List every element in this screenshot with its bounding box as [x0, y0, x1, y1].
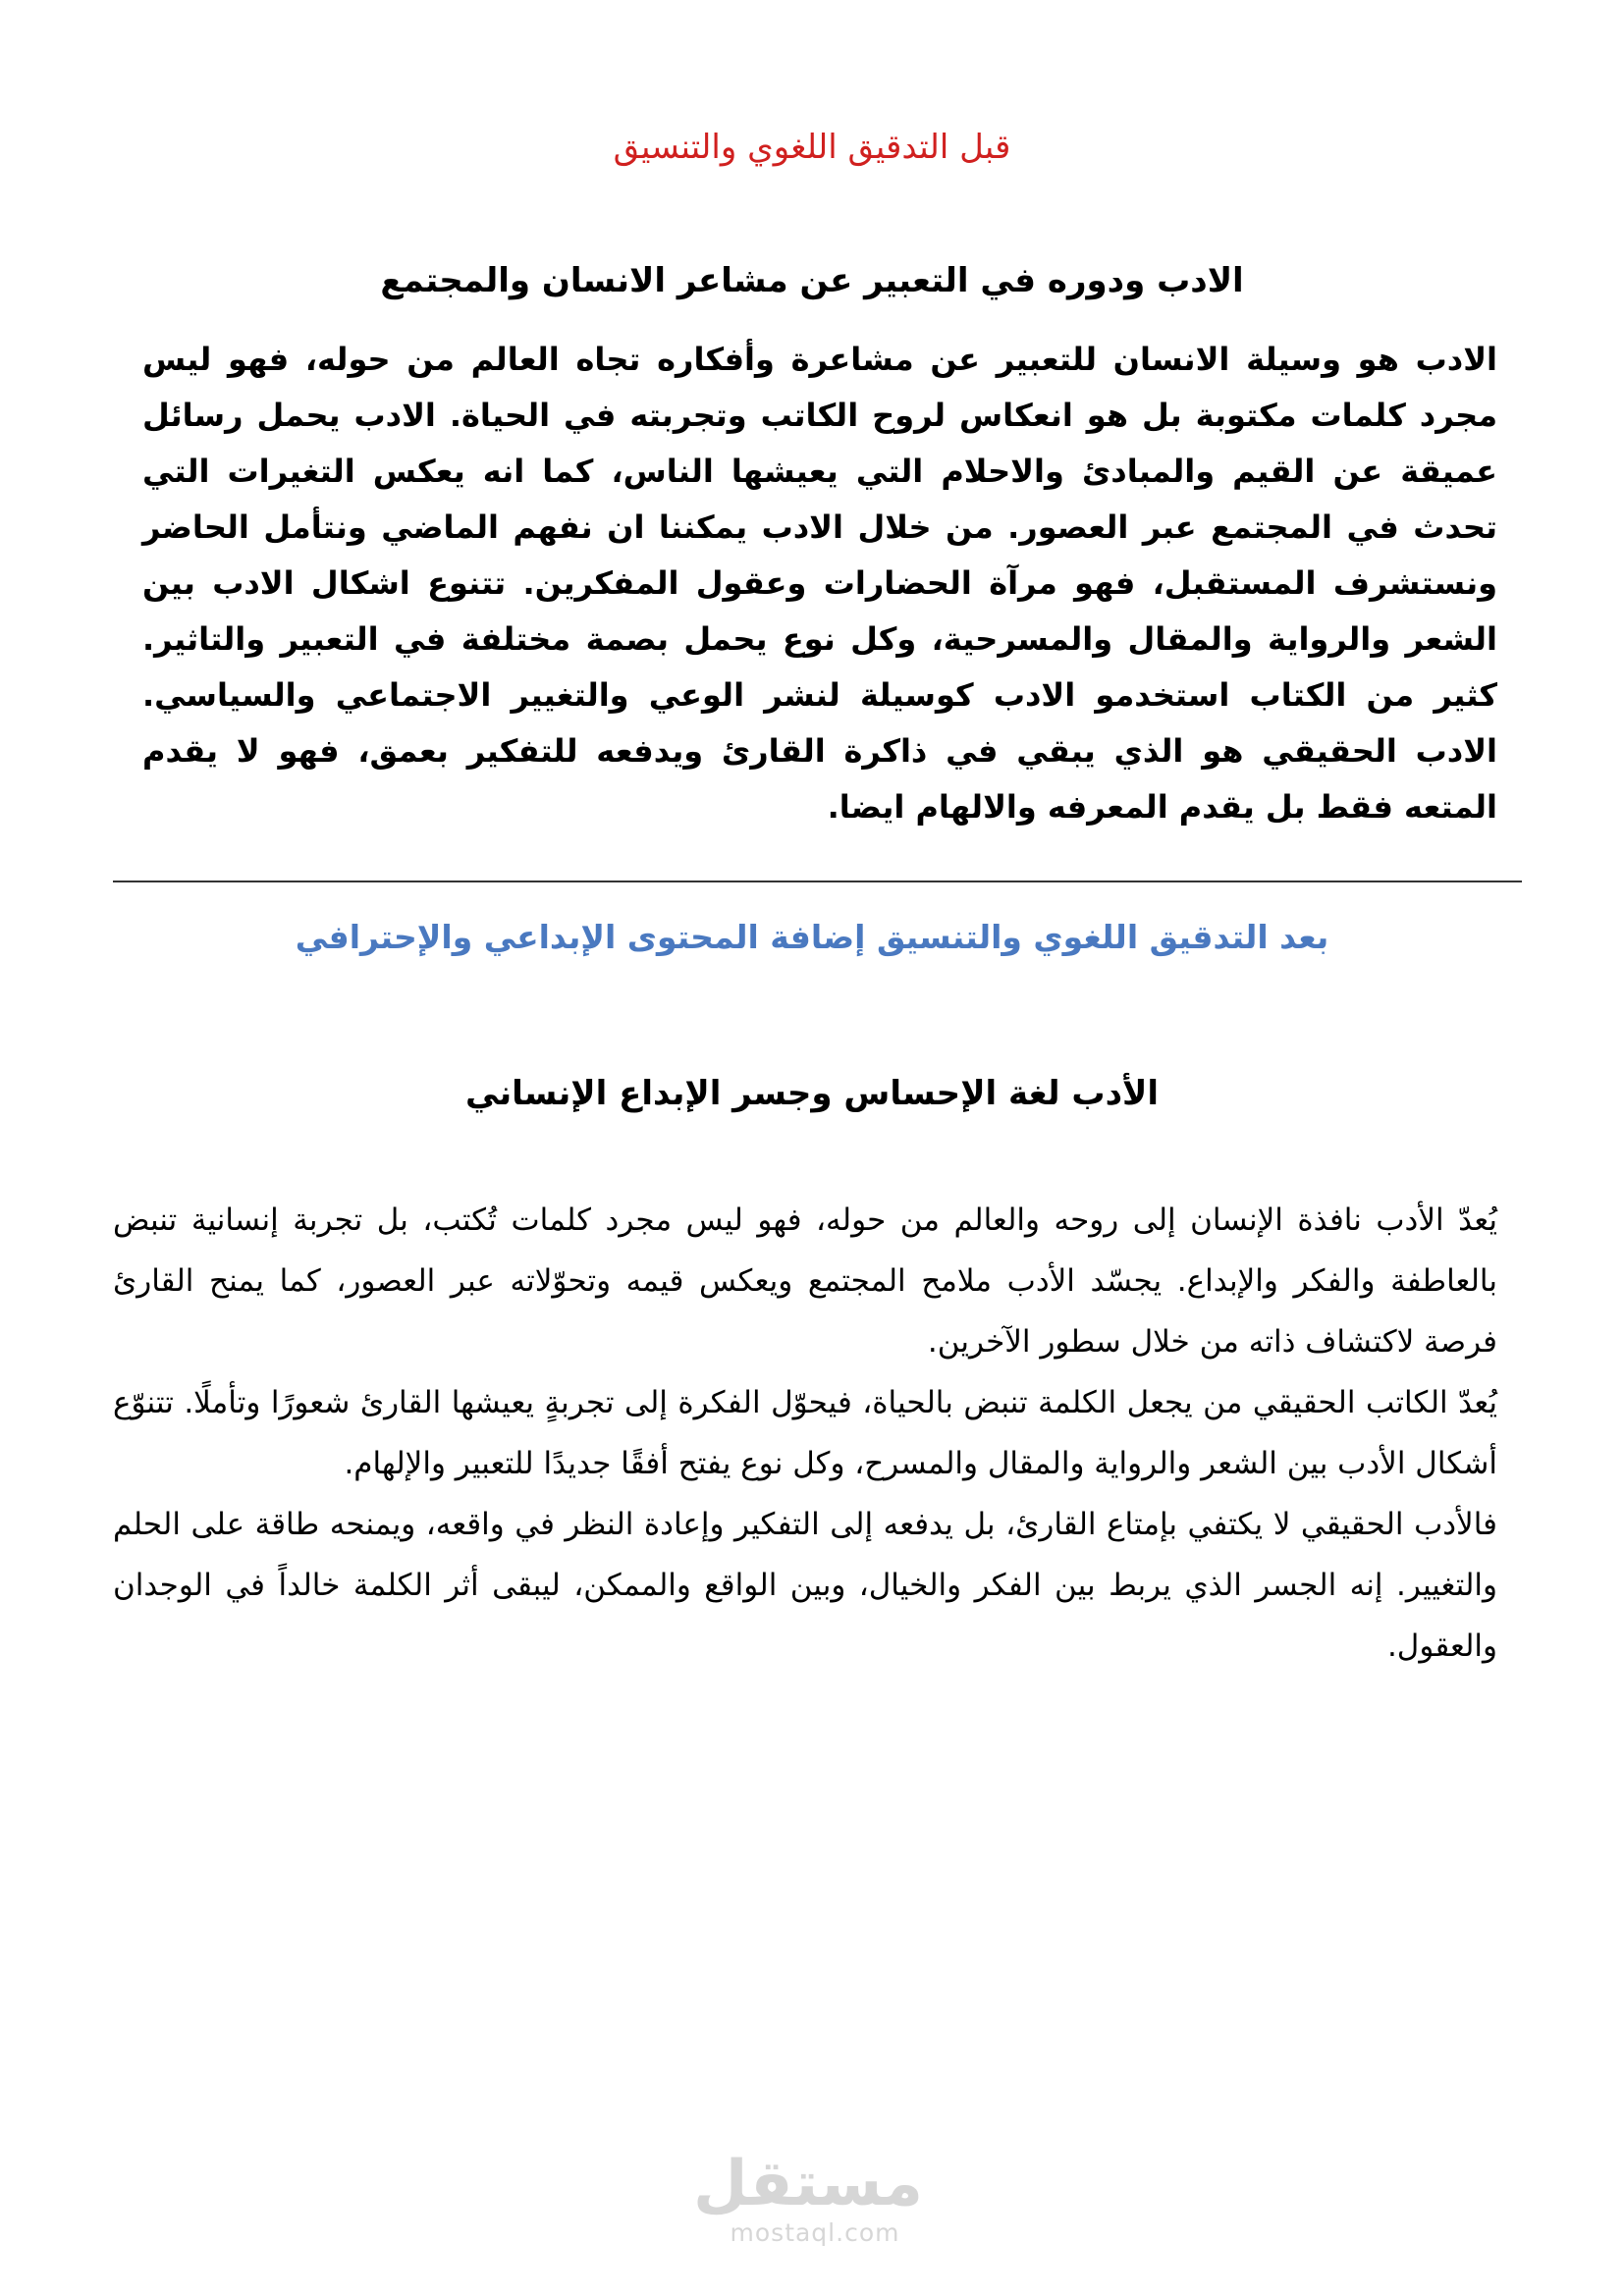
mostaql-watermark [692, 2148, 923, 2248]
after-editing-label: بعد التدقيق اللغوي والتنسيق إضافة المحتوى الإبداعي والإحترافي [295, 918, 1329, 956]
edited-paragraph: يُعدّ الأدب نافذة الإنسان إلى روحه والعالم من حوله، فهو ليس مجرد كلمات تُكتب، بل تجربة إنسانية تنبض بالعاطفة والفكر والإبداع. يجسّد الأدب ملامح المجتمع ويعكس قيمه وتحوّلاته عبر العصور، كما يمنح القارئ فرصة لاكتشاف ذاته من خلال سطور الآخرين. [113, 1202, 1497, 1360]
watermark-arabic: مستقل [692, 2148, 923, 2220]
edited-paragraph: فالأدب الحقيقي لا يكتفي بإمتاع القارئ، بل يدفعه إلى التفكير وإعادة النظر في واقعه، ويمنحه طاقة على الحلم والتغيير. إنه الجسر الذي يربط بين الفكر والخيال، وبين الواقع والممكن، ليبقى أثر الكلمة خالداً في الوجدان والعقول. [113, 1507, 1497, 1664]
edited-body [113, 1190, 1497, 1677]
section-divider [113, 881, 1522, 882]
watermark-latin: mostaql.com [730, 2218, 900, 2247]
edited-paragraph: يُعدّ الكاتب الحقيقي من يجعل الكلمة تنبض بالحياة، فيحوّل الفكرة إلى تجربةٍ يعيشها القارئ شعورًا وتأملًا. تتنوّع أشكال الأدب بين الشعر والرواية والمقال والمسرح، وكل نوع يفتح أفقًا جديدًا للتعبير والإلهام. [113, 1385, 1497, 1481]
original-title: الادب ودوره في التعبير عن مشاعر الانسان والمجتمع [380, 261, 1244, 300]
original-paragraph: الادب هو وسيلة الانسان للتعبير عن مشاعرة وأفكاره تجاه العالم من حوله، فهو ليس مجرد كلمات مكتوبة بل هو انعكاس لروح الكاتب وتجربته في الحياة. الادب يحمل رسائل عميقة عن القيم والمبادئ والاحلام التي يعيشها الناس، كما انه يعكس التغيرات التي تحدث في المجتمع عبر العصور. من خلال الادب يمكننا ان نفهم الماضي ونتأمل الحاضر ونستشرف المستقبل، فهو مرآة الحضارات وعقول المفكرين. تتنوع اشكال الادب بين الشعر والرواية والمقال والمسرحية، وكل نوع يحمل بصمة مختلفة في التعبير والتاثير. كثير من الكتاب استخدمو الادب كوسيلة لنشر الوعي والتغيير الاجتماعي والسياسي. الادب الحقيقي هو الذي يبقي في ذاكرة القارئ ويدفعه للتفكير بعمق، فهو لا يقدم المتعه فقط بل يقدم المعرفه والالهام ايضا. [142, 341, 1497, 826]
edited-title: الأدب لغة الإحساس وجسر الإبداع الإنساني [464, 1074, 1159, 1113]
before-editing-label: قبل التدقيق اللغوي والتنسيق [613, 128, 1011, 167]
